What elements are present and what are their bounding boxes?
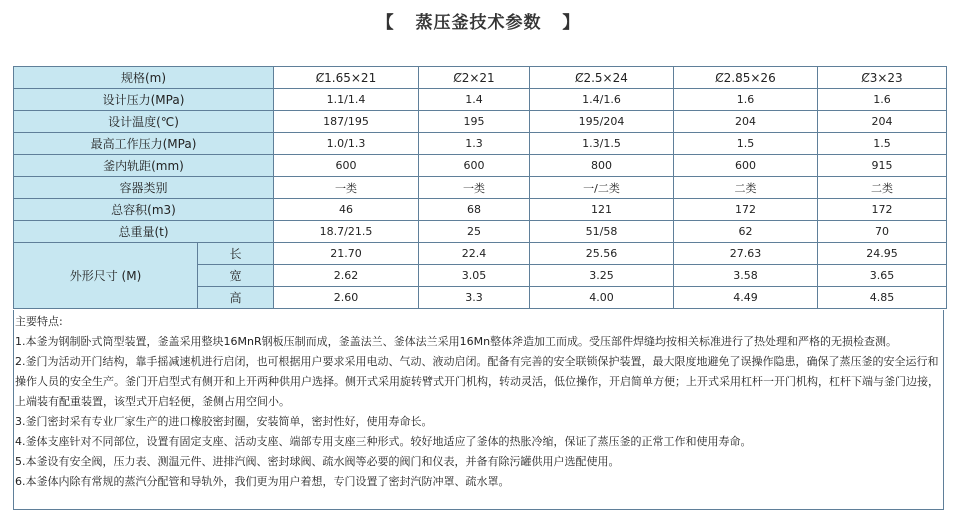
table-cell: 3.65 (818, 265, 947, 287)
table-cell: 1.4/1.6 (530, 89, 674, 111)
row-label: 总重量(t) (14, 221, 274, 243)
dims-sub-label: 长 (198, 243, 274, 265)
header-cell: Ȼ1.65×21 (274, 67, 419, 89)
row-label: 设计温度(℃) (14, 111, 274, 133)
dims-sub-label: 高 (198, 287, 274, 309)
table-cell: 2.60 (274, 287, 419, 309)
table-cell: 70 (818, 221, 947, 243)
table-cell: 62 (674, 221, 818, 243)
header-cell: 规格(m) (14, 67, 274, 89)
table-cell: 46 (274, 199, 419, 221)
table-cell: 51/58 (530, 221, 674, 243)
table-cell: 172 (674, 199, 818, 221)
table-cell: 204 (674, 111, 818, 133)
table-row (14, 133, 947, 155)
table-cell: 1.4 (419, 89, 530, 111)
title-bracket-right: 】 (562, 13, 581, 33)
table-cell: 3.3 (419, 287, 530, 309)
table-cell: 1.6 (674, 89, 818, 111)
row-label: 总容积(m3) (14, 199, 274, 221)
table-cell: 3.05 (419, 265, 530, 287)
table-row (14, 155, 947, 177)
row-label: 设计压力(MPa) (14, 89, 274, 111)
table-cell: 1.0/1.3 (274, 133, 419, 155)
table-row-dimension (14, 243, 947, 265)
table-cell: 21.70 (274, 243, 419, 265)
table-cell: 204 (818, 111, 947, 133)
note-item: 1.本釜为钢制卧式筒型装置，釜盖采用整块16MnR钢板压制而成，釜盖法兰、釜体法兰采用16Mn整体斧造加工而成。受压部件焊缝均按相关标准进行了热处理和严格的无损检查测。 (15, 335, 898, 348)
table-cell: 1.1/1.4 (274, 89, 419, 111)
note-item: 4.釜体支座针对不同部位，设置有固定支座、活动支座、端部专用支座三种形式。较好地适应了釜体的热胀冷缩，保证了蒸压釜的正常工作和使用寿命。 (15, 435, 752, 448)
table-row (14, 177, 947, 199)
table-cell: 27.63 (674, 243, 818, 265)
note-item: 3.釜门密封采有专业厂家生产的进口橡胶密封圈，安装简单，密封性好，使用寿命长。 (15, 415, 433, 428)
notes-heading: 主要特点: (15, 315, 63, 328)
table-cell: 1.5 (818, 133, 947, 155)
table-header-row (14, 67, 947, 89)
table-cell: 二类 (818, 177, 947, 199)
note-item: 6.本釜体内除有常规的蒸汽分配管和导轨外，我们更为用户着想，专门设置了密封汽防冲罩、疏水罩。 (15, 475, 510, 488)
spec-table (13, 66, 947, 309)
table-cell: 一类 (274, 177, 419, 199)
table-cell: 25.56 (530, 243, 674, 265)
table-cell: 4.49 (674, 287, 818, 309)
table-cell: 一/二类 (530, 177, 674, 199)
table-cell: 187/195 (274, 111, 419, 133)
table-cell: 195/204 (530, 111, 674, 133)
table-row (14, 89, 947, 111)
table-cell: 4.85 (818, 287, 947, 309)
dims-label: 外形尺寸 (M) (14, 243, 198, 309)
table-cell: 1.3 (419, 133, 530, 155)
table-row (14, 111, 947, 133)
table-cell: 800 (530, 155, 674, 177)
table-cell: 22.4 (419, 243, 530, 265)
table-cell: 915 (818, 155, 947, 177)
table-cell: 121 (530, 199, 674, 221)
table-cell: 4.00 (530, 287, 674, 309)
table-cell: 2.62 (274, 265, 419, 287)
note-item: 5.本釜设有安全阀，压力表、测温元件、进排汽阀、密封球阀、疏水阀等必要的阀门和仪表，并备有除污罐供用户选配使用。 (15, 455, 620, 468)
page-title (0, 8, 957, 33)
header-cell: Ȼ2.5×24 (530, 67, 674, 89)
row-label: 釜内轨距(mm) (14, 155, 274, 177)
row-label: 最高工作压力(MPa) (14, 133, 274, 155)
table-cell: 25 (419, 221, 530, 243)
table-cell: 24.95 (818, 243, 947, 265)
row-label: 容器类别 (14, 177, 274, 199)
table-cell: 18.7/21.5 (274, 221, 419, 243)
table-cell: 172 (818, 199, 947, 221)
title-text: 蒸压釜技术参数 (415, 13, 542, 33)
table-cell: 1.3/1.5 (530, 133, 674, 155)
header-cell: Ȼ2×21 (419, 67, 530, 89)
table-cell: 二类 (674, 177, 818, 199)
table-cell: 一类 (419, 177, 530, 199)
title-bracket-left: 【 (376, 13, 395, 33)
features-notes (13, 310, 944, 510)
table-cell: 68 (419, 199, 530, 221)
note-item: 2.釜门为活动开门结构，靠手摇减速机进行启闭，也可根据用户要求采用电动、气动、液动启闭。配备有完善的安全联锁保护装置，最大限度地避免了误操作隐患，确保了蒸压釜的安全运行和操作人员的安全生产。釜门开启型式有侧开和上开两种供用户选择。侧开式采用旋转臂式开门机构，转动灵活，低位操作，开启简单方便；上开式采用杠杆一开门机构，杠杆下端与釜门边接，上端装有配重装置，该型式开启轻便，釜侧占用空间小。 (15, 355, 939, 408)
table-cell: 600 (419, 155, 530, 177)
table-cell: 600 (274, 155, 419, 177)
table-cell: 3.25 (530, 265, 674, 287)
table-row (14, 199, 947, 221)
table-cell: 195 (419, 111, 530, 133)
table-cell: 3.58 (674, 265, 818, 287)
header-cell: Ȼ3×23 (818, 67, 947, 89)
table-cell: 1.5 (674, 133, 818, 155)
dims-sub-label: 宽 (198, 265, 274, 287)
table-cell: 1.6 (818, 89, 947, 111)
table-cell: 600 (674, 155, 818, 177)
header-cell: Ȼ2.85×26 (674, 67, 818, 89)
table-row (14, 221, 947, 243)
